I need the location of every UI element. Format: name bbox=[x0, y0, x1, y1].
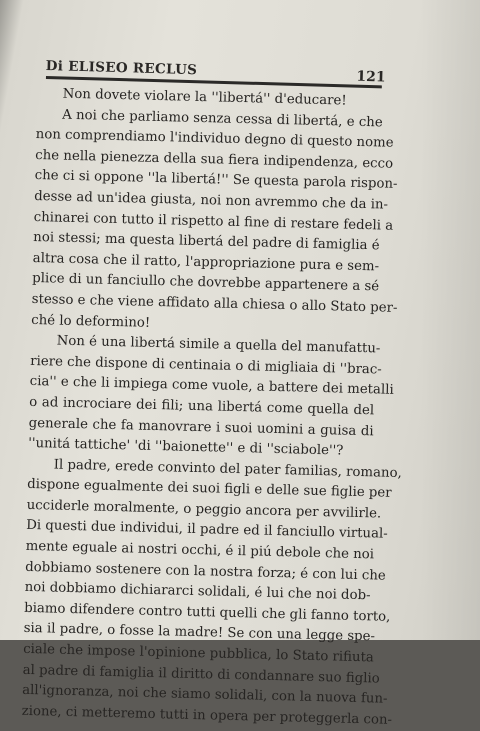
text-line: sia il padre, o fosse la madre! Se con una legge spe- bbox=[23, 621, 376, 645]
text-line: mente eguale ai nostri occhi, é il piú debole che noi bbox=[25, 538, 375, 563]
body-text bbox=[21, 84, 402, 731]
text-line: Il padre, erede convinto del pater familias, romano, bbox=[53, 457, 402, 481]
text-line: A noi che parliamo senza cessa di libertá, e che bbox=[62, 107, 383, 131]
text-line: che ci si oppone ''la libertá!'' Se questa parola rispon- bbox=[34, 168, 398, 193]
text-line: noi dobbiamo dichiararci solidali, é lui che noi dob- bbox=[24, 580, 371, 604]
text-line: chinarei con tutto il rispetto al fine di restare fedeli a bbox=[33, 209, 394, 234]
text-line: stesso e che viene affidato alla chiesa o allo Stato per- bbox=[31, 291, 398, 316]
text-line: generale che fa manovrare i suoi uomini a guisa di bbox=[28, 415, 374, 439]
text-line: ché lo deformino! bbox=[31, 312, 151, 331]
text-line: che nella pienezza della sua fiera indipendenza, ecco bbox=[35, 147, 394, 172]
text-line: all'ignoranza, noi che siamo solidali, con la nuova fun- bbox=[21, 683, 388, 707]
text-line: altra cosa che il ratto, l'appropriazione pura e sem- bbox=[32, 250, 380, 275]
text-line: ''unitá tattiche' 'di ''baionette'' e di ''sciabole''? bbox=[28, 435, 344, 459]
page-number: 121 bbox=[356, 68, 386, 86]
page-shadow bbox=[420, 0, 480, 640]
text-line: desse ad un'idea giusta, noi non avremmo che da in- bbox=[34, 188, 389, 213]
text-line: Non é una libertá simile a quella del manufattu- bbox=[56, 333, 381, 357]
text-line: dobbiamo sostenere con la nostra forza; é con lui che bbox=[25, 559, 386, 584]
text-line: plice di un fanciullo che dovrebbe appartenere a sé bbox=[32, 271, 380, 295]
text-line: ciale che impose l'opinione pubblica, lo Stato rifiuta bbox=[22, 641, 374, 666]
text-line: ucciderle moralmente, o peggio ancora per avvilirle. bbox=[26, 497, 382, 522]
text-line: zione, ci metteremo tutti in opera per proteggerla con- bbox=[21, 703, 393, 728]
text-line: noi stessi; ma questa libertá del padre di famiglia é bbox=[33, 230, 380, 254]
text-line: dispone egualmente dei suoi figli e delle sue figlie per bbox=[27, 477, 392, 502]
running-title: Di ELISEO RECLUS bbox=[45, 58, 198, 79]
text-line: al padre di famiglia il diritto di condannare suo figlio bbox=[22, 662, 380, 687]
text-line: cia'' e che li impiega come vuole, a battere dei metalli bbox=[29, 374, 394, 399]
text-line: Non dovete violare la ''libertá'' d'educare! bbox=[62, 86, 347, 109]
text-line: o ad incrociare dei fili; una libertá come quella del bbox=[29, 394, 375, 419]
text-line: non comprendiamo l'individuo degno di questo nome bbox=[35, 127, 394, 151]
text-line: riere che dispone di centinaia o di migliaia di ''brac- bbox=[30, 353, 382, 378]
text-line: biamo difendere contro tutti quelli che gli fanno torto, bbox=[24, 600, 391, 625]
text-line: Di questi due individui, il padre ed il fanciullo virtual- bbox=[26, 518, 388, 543]
